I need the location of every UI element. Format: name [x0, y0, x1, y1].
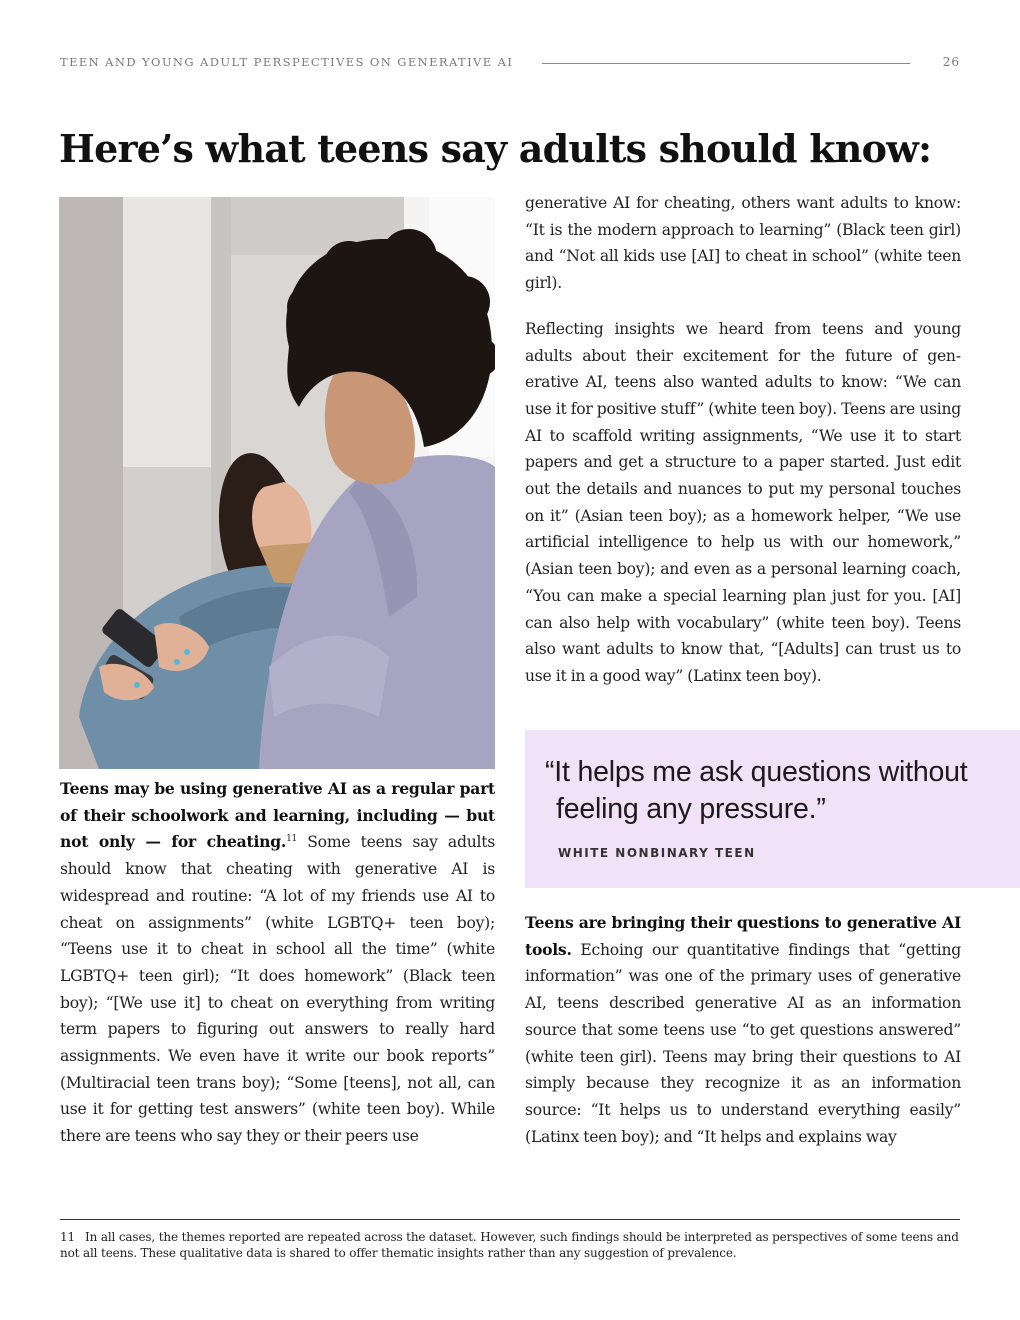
photo-teens-with-phones [59, 197, 495, 769]
left-body: Some teens say adults should know that cheating with generative AI is widespread and routine: “A lot of my friends use AI to cheat on assignments” (white LGBTQ+ teen boy); “Teens use it to cheat in school all the time” (white LGBTQ+ teen girl); “It does homework” (Black teen boy); “[We use it] to cheat on everything from writing term papers to figuring out answers to really hard assignments. We even have it write our book reports” (Multiracial teen trans boy); “Some [teens], not all, can use it for getting test answers” (white teen boy). While there are teens who say they or their peers use [60, 833, 495, 1146]
left-column-text [60, 776, 495, 1150]
left-lead-sentence: Teens may be using generative AI as a regular part of their schoolwork and learning, including — but not only — for cheating. [60, 779, 495, 852]
header-rule [542, 63, 910, 64]
right-lead-sentence: Teens are bringing their questions to generative AI tools. [525, 913, 961, 959]
footnote [60, 1229, 965, 1261]
right-column-bottom [525, 910, 961, 1150]
footnote-rule [60, 1219, 960, 1220]
left-paragraph [60, 776, 495, 1150]
pull-quote-text: “It helps me ask questions without feeling any pressure.” [545, 756, 968, 825]
page-number: 26 [942, 55, 960, 69]
page-title: Here’s what teens say adults should know: [59, 126, 932, 171]
right-paragraph-3 [525, 910, 961, 1150]
footnote-number: 11 [60, 1230, 75, 1244]
pull-quote-box [525, 730, 1020, 888]
right-bottom-body: Echoing our quantitative findings that “getting information” was one of the primary uses of generative AI, teens described generative AI as an information source that some teens use “to get questions answered” (white teen girl). Teens may bring their questions to AI simply because they recognize it as an information source: “It helps us to understand everything easily” (Latinx teen boy); and “It helps and explains way [525, 940, 961, 1146]
pull-quote-attribution: WHITE NONBINARY TEEN [558, 846, 756, 860]
photo-illustration [59, 197, 495, 769]
running-title: TEEN AND YOUNG ADULT PERSPECTIVES ON GENERATIVE AI [60, 55, 514, 69]
footnote-text: In all cases, the themes reported are repeated across the dataset. However, such findings should be interpreted as perspectives of some teens and not all teens. These qualitative data is shared to offer thematic insights rather than any suggestion of prevalence. [60, 1230, 959, 1260]
right-column-top [525, 190, 961, 690]
footnote-reference: 11 [286, 834, 298, 845]
running-header [60, 54, 960, 72]
right-paragraph-1: generative AI for cheating, others want adults to know: “It is the modern approach to learning” (Black teen girl) and “Not all kids use [AI] to cheat in school” (white teen girl). [525, 194, 961, 293]
right-paragraph-2: Reflecting insights we heard from teens and young adults about their excitement for the future of generative AI, teens also wanted adults to know: “We can use it for positive stuff” (white teen boy). Teens are using AI to scaffold writing assignments, “We use it to start papers and get a structure to a paper started. Just edit out the details and nuances to put my personal touches on it” (Asian teen boy); as a homework helper, “We use artificial intelligence to help us with our homework,” (Asian teen boy); and even as a personal learning coach, “You can make a special learning plan just for you. [AI] can also help with vocabulary” (white teen boy). Teens also want adults to know that, “[Adults] can trust us to use it in a good way” (Latinx teen boy). [525, 319, 962, 685]
